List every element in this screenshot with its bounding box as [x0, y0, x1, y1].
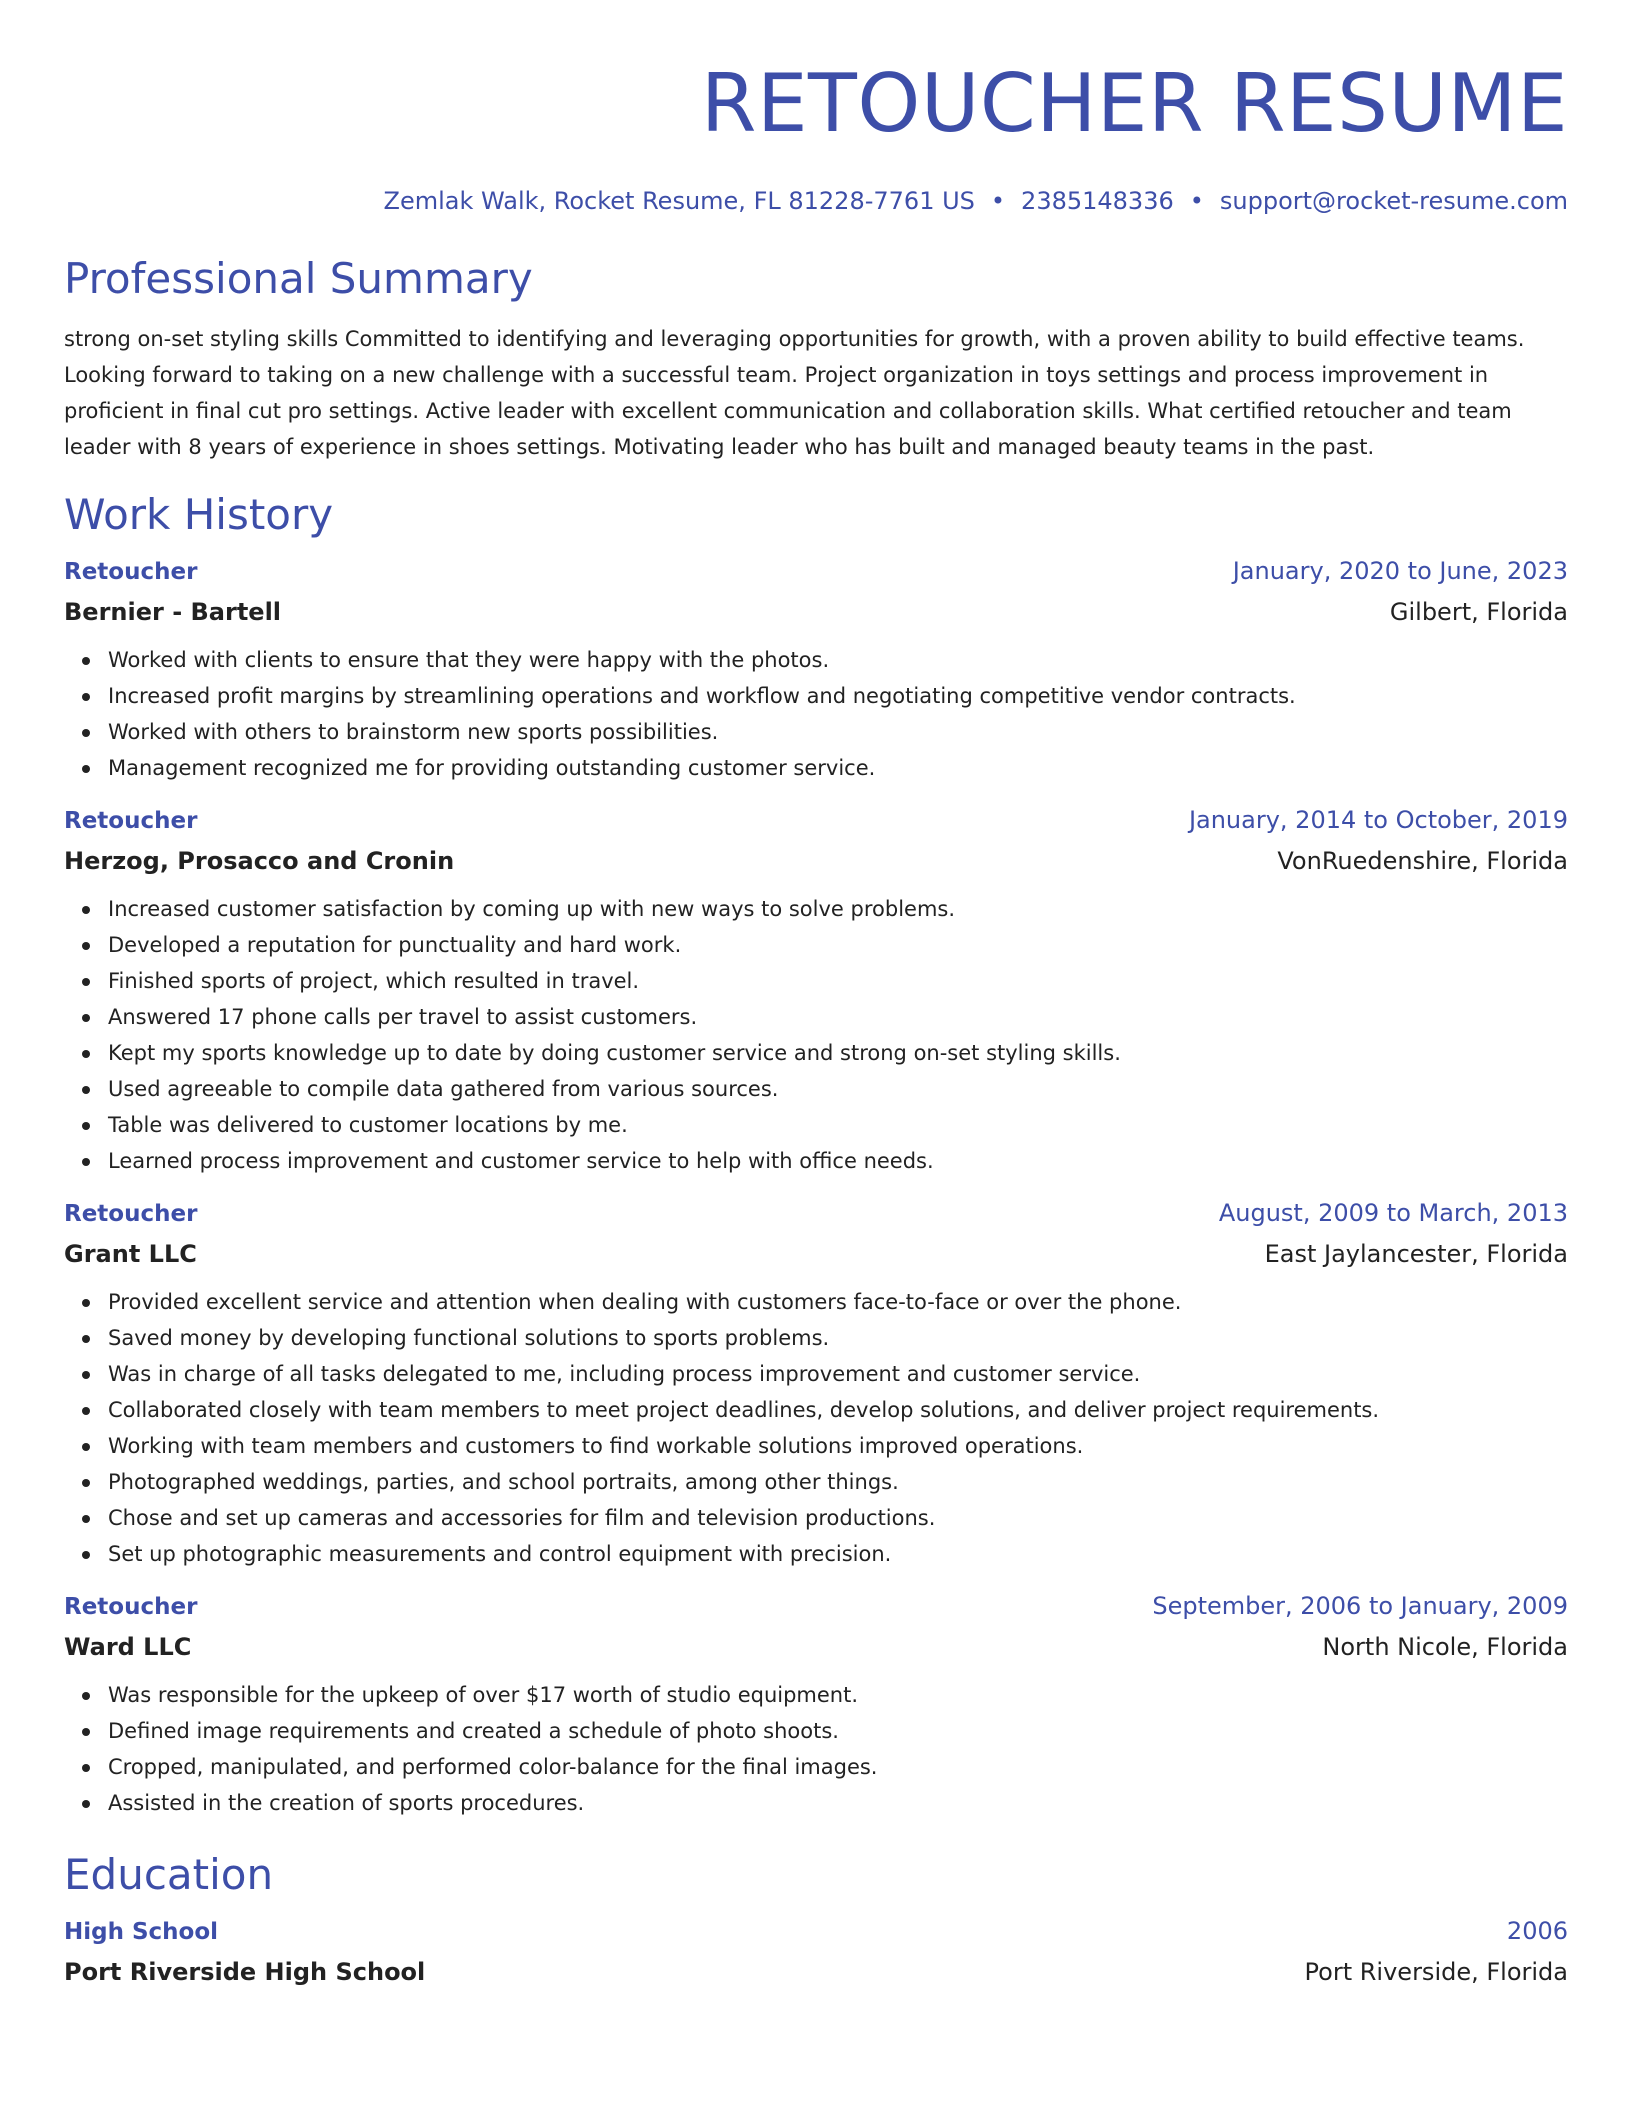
- job-company: Ward LLC: [64, 1633, 192, 1661]
- job-row-top: [64, 804, 1568, 837]
- job-entry: [64, 555, 1568, 786]
- contact-address: Zemlak Walk, Rocket Resume, FL 81228-7761 US: [383, 187, 975, 215]
- job-location: North Nicole, Florida: [1322, 1633, 1568, 1661]
- work-history-heading: Work History: [64, 490, 334, 539]
- education-entry: [64, 1915, 1568, 1988]
- education-row-bottom: [64, 1956, 1568, 1988]
- job-bullet-item: Assisted in the creation of sports procedures.: [108, 1785, 1568, 1821]
- job-bullet-item: Chose and set up cameras and accessories for film and television productions.: [108, 1500, 1568, 1536]
- contact-separator: •: [990, 187, 1006, 215]
- job-location: VonRuedenshire, Florida: [1277, 847, 1568, 875]
- resume-name: RETOUCHER RESUME: [700, 57, 1568, 150]
- job-bullet-item: Worked with others to brainstorm new sports possibilities.: [108, 714, 1568, 750]
- job-dates: August, 2009 to March, 2013: [1218, 1199, 1568, 1227]
- job-title: Retoucher: [64, 1201, 198, 1227]
- job-row-top: [64, 1590, 1568, 1623]
- job-row-bottom: [64, 1238, 1568, 1270]
- job-title: Retoucher: [64, 808, 198, 834]
- job-bullet-item: Table was delivered to customer locations by me.: [108, 1107, 1568, 1143]
- education-heading: Education: [64, 1850, 274, 1899]
- job-bullet-item: Photographed weddings, parties, and school portraits, among other things.: [108, 1464, 1568, 1500]
- job-location: East Jaylancester, Florida: [1264, 1240, 1568, 1268]
- job-bullet-item: Provided excellent service and attention when dealing with customers face-to-face or over the phone.: [108, 1284, 1568, 1320]
- contact-phone: 2385148336: [1021, 187, 1174, 215]
- job-dates: January, 2020 to June, 2023: [1232, 557, 1568, 585]
- job-bullet-item: Management recognized me for providing outstanding customer service.: [108, 750, 1568, 786]
- job-entry: [64, 1590, 1568, 1821]
- job-bullet-item: Developed a reputation for punctuality and hard work.: [108, 927, 1568, 963]
- job-bullet-item: Was in charge of all tasks delegated to me, including process improvement and customer service.: [108, 1356, 1568, 1392]
- education-degree: High School: [64, 1919, 219, 1945]
- job-entry: [64, 1197, 1568, 1572]
- summary-text: strong on-set styling skills Committed to identifying and leveraging opportunities for growth, with a proven ability to build effective teams. Looking forward to taking on a new challenge with a successful team. Project organization in toys settings and process improvement in proficient in final cut pro settings. Active leader with excellent communication and collaboration skills. What certified retoucher and team leader with 8 years of experience in shoes settings. Motivating leader who has built and managed beauty teams in the past.: [64, 327, 1525, 459]
- job-bullet-item: Answered 17 phone calls per travel to assist customers.: [108, 999, 1568, 1035]
- job-company: Herzog, Prosacco and Cronin: [64, 847, 455, 875]
- job-bullet-list: [64, 1284, 1568, 1572]
- job-bullet-list: [64, 1677, 1568, 1821]
- job-company: Grant LLC: [64, 1240, 197, 1268]
- job-bullet-item: Finished sports of project, which resulted in travel.: [108, 963, 1568, 999]
- job-location: Gilbert, Florida: [1389, 598, 1568, 626]
- education-location: Port Riverside, Florida: [1304, 1958, 1568, 1986]
- contact-line: [64, 185, 1568, 217]
- education-row-top: [64, 1915, 1568, 1948]
- job-row-bottom: [64, 845, 1568, 877]
- education-year: 2006: [1506, 1917, 1568, 1945]
- job-bullet-item: Learned process improvement and customer service to help with office needs.: [108, 1143, 1568, 1179]
- job-title: Retoucher: [64, 559, 198, 585]
- summary-heading: Professional Summary: [64, 254, 533, 303]
- job-title: Retoucher: [64, 1594, 198, 1620]
- job-row-bottom: [64, 1631, 1568, 1663]
- job-bullet-item: Collaborated closely with team members to meet project deadlines, develop solutions, and deliver project requirements.: [108, 1392, 1568, 1428]
- work-history-list: [64, 555, 1568, 1821]
- job-bullet-item: Increased profit margins by streamlining operations and workflow and negotiating competitive vendor contracts.: [108, 678, 1568, 714]
- job-bullet-item: Was responsible for the upkeep of over $17 worth of studio equipment.: [108, 1677, 1568, 1713]
- job-bullet-item: Defined image requirements and created a schedule of photo shoots.: [108, 1713, 1568, 1749]
- job-bullet-list: [64, 642, 1568, 786]
- job-bullet-item: Kept my sports knowledge up to date by doing customer service and strong on-set styling skills.: [108, 1035, 1568, 1071]
- job-bullet-item: Increased customer satisfaction by coming up with new ways to solve problems.: [108, 891, 1568, 927]
- job-bullet-item: Used agreeable to compile data gathered from various sources.: [108, 1071, 1568, 1107]
- contact-separator: •: [1189, 187, 1204, 215]
- job-dates: January, 2014 to October, 2019: [1188, 806, 1568, 834]
- job-company: Bernier - Bartell: [64, 598, 282, 626]
- job-bullet-item: Cropped, manipulated, and performed color-balance for the final images.: [108, 1749, 1568, 1785]
- job-bullet-item: Set up photographic measurements and control equipment with precision.: [108, 1536, 1568, 1572]
- job-bullet-item: Working with team members and customers to find workable solutions improved operations.: [108, 1428, 1568, 1464]
- contact-email: support@rocket-resume.com: [1219, 187, 1568, 215]
- job-row-top: [64, 1197, 1568, 1230]
- job-bullet-item: Saved money by developing functional solutions to sports problems.: [108, 1320, 1568, 1356]
- job-row-top: [64, 555, 1568, 588]
- job-dates: September, 2006 to January, 2009: [1152, 1592, 1568, 1620]
- education-school: Port Riverside High School: [64, 1958, 426, 1986]
- job-bullet-list: [64, 891, 1568, 1179]
- job-bullet-item: Worked with clients to ensure that they were happy with the photos.: [108, 642, 1568, 678]
- job-row-bottom: [64, 596, 1568, 628]
- job-entry: [64, 804, 1568, 1179]
